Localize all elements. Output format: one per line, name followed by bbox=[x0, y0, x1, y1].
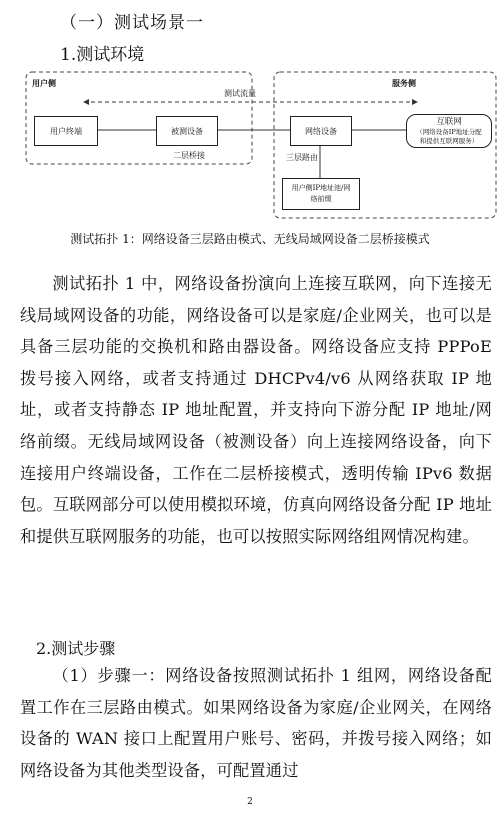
device-under-test-label: 被测设备 bbox=[171, 126, 203, 136]
subsection-test-steps: 2.测试步骤 bbox=[36, 639, 116, 658]
layer3-routing-label: 三层路由 bbox=[286, 153, 318, 162]
paragraph-topology-description bbox=[20, 268, 492, 552]
ip-pool-box bbox=[282, 178, 360, 210]
internet-desc-line1: （网络设备IP地址分配 bbox=[416, 127, 482, 136]
internet-desc-line2: 和提供互联网服务） bbox=[419, 136, 479, 145]
paragraph-2-text: （1）步骤一：网络设备按照测试拓扑 1 组网，网络设备配置工作在三层路由模式。如果网络设备为家庭/企业网关，在网络设备的 WAN 接口上配置用户账号、密码，并拨号接入网络；如网络设备为其他类型设备，可配置通过 bbox=[20, 666, 492, 780]
section-title: （一）测试场景一 bbox=[60, 13, 204, 33]
user-terminal-box bbox=[34, 116, 98, 146]
layer2-bridge-label: 二层桥接 bbox=[173, 151, 205, 160]
user-terminal-label: 用户终端 bbox=[50, 126, 82, 136]
topology-diagram bbox=[22, 70, 500, 220]
ip-pool-label-line1: 用户侧IP地址池/网 bbox=[291, 184, 351, 192]
internet-label: 互联网 bbox=[436, 116, 462, 127]
network-device-label: 网络设备 bbox=[305, 126, 337, 136]
device-under-test-box bbox=[156, 116, 218, 146]
internet-box bbox=[406, 114, 492, 148]
network-device-box bbox=[290, 116, 352, 146]
traffic-label: 测试流量 bbox=[224, 89, 256, 98]
paragraph-1-text: 测试拓扑 1 中，网络设备扮演向上连接互联网，向下连接无线局域网设备的功能，网络设备可以是家庭/企业网关，也可以是具备三层功能的交换机和路由器设备。网络设备应支持 PPPoE 拨号接入网络，或者支持通过 DHCPv4/v6 从网络获取 IP 地址，或者支持静态 IP 地址配置，并支持向下游分配 IP 地址/网络前缀。无线局域网设备（被测设备）向上连接网络设备，向下连接用户终端设备，工作在二层桥接模式，透明传输 IPv6 数据包。互联网部分可以使用模拟环境，仿真向网络设备分配 IP 地址和提供互联网服务的功能，也可以按照实际网络组网情况构建。 bbox=[20, 274, 492, 546]
paragraph-step-one bbox=[20, 660, 492, 786]
diagram-caption: 测试拓扑 1：网络设备三层路由模式、无线局域网设备二层桥接模式 bbox=[70, 232, 430, 246]
ip-pool-label-line2: 络前缀 bbox=[310, 195, 332, 203]
user-side-label: 用户侧 bbox=[32, 78, 56, 88]
server-side-label: 服务侧 bbox=[392, 78, 416, 88]
page-number: 2 bbox=[247, 797, 253, 807]
subsection-test-environment: 1.测试环境 bbox=[60, 45, 145, 65]
